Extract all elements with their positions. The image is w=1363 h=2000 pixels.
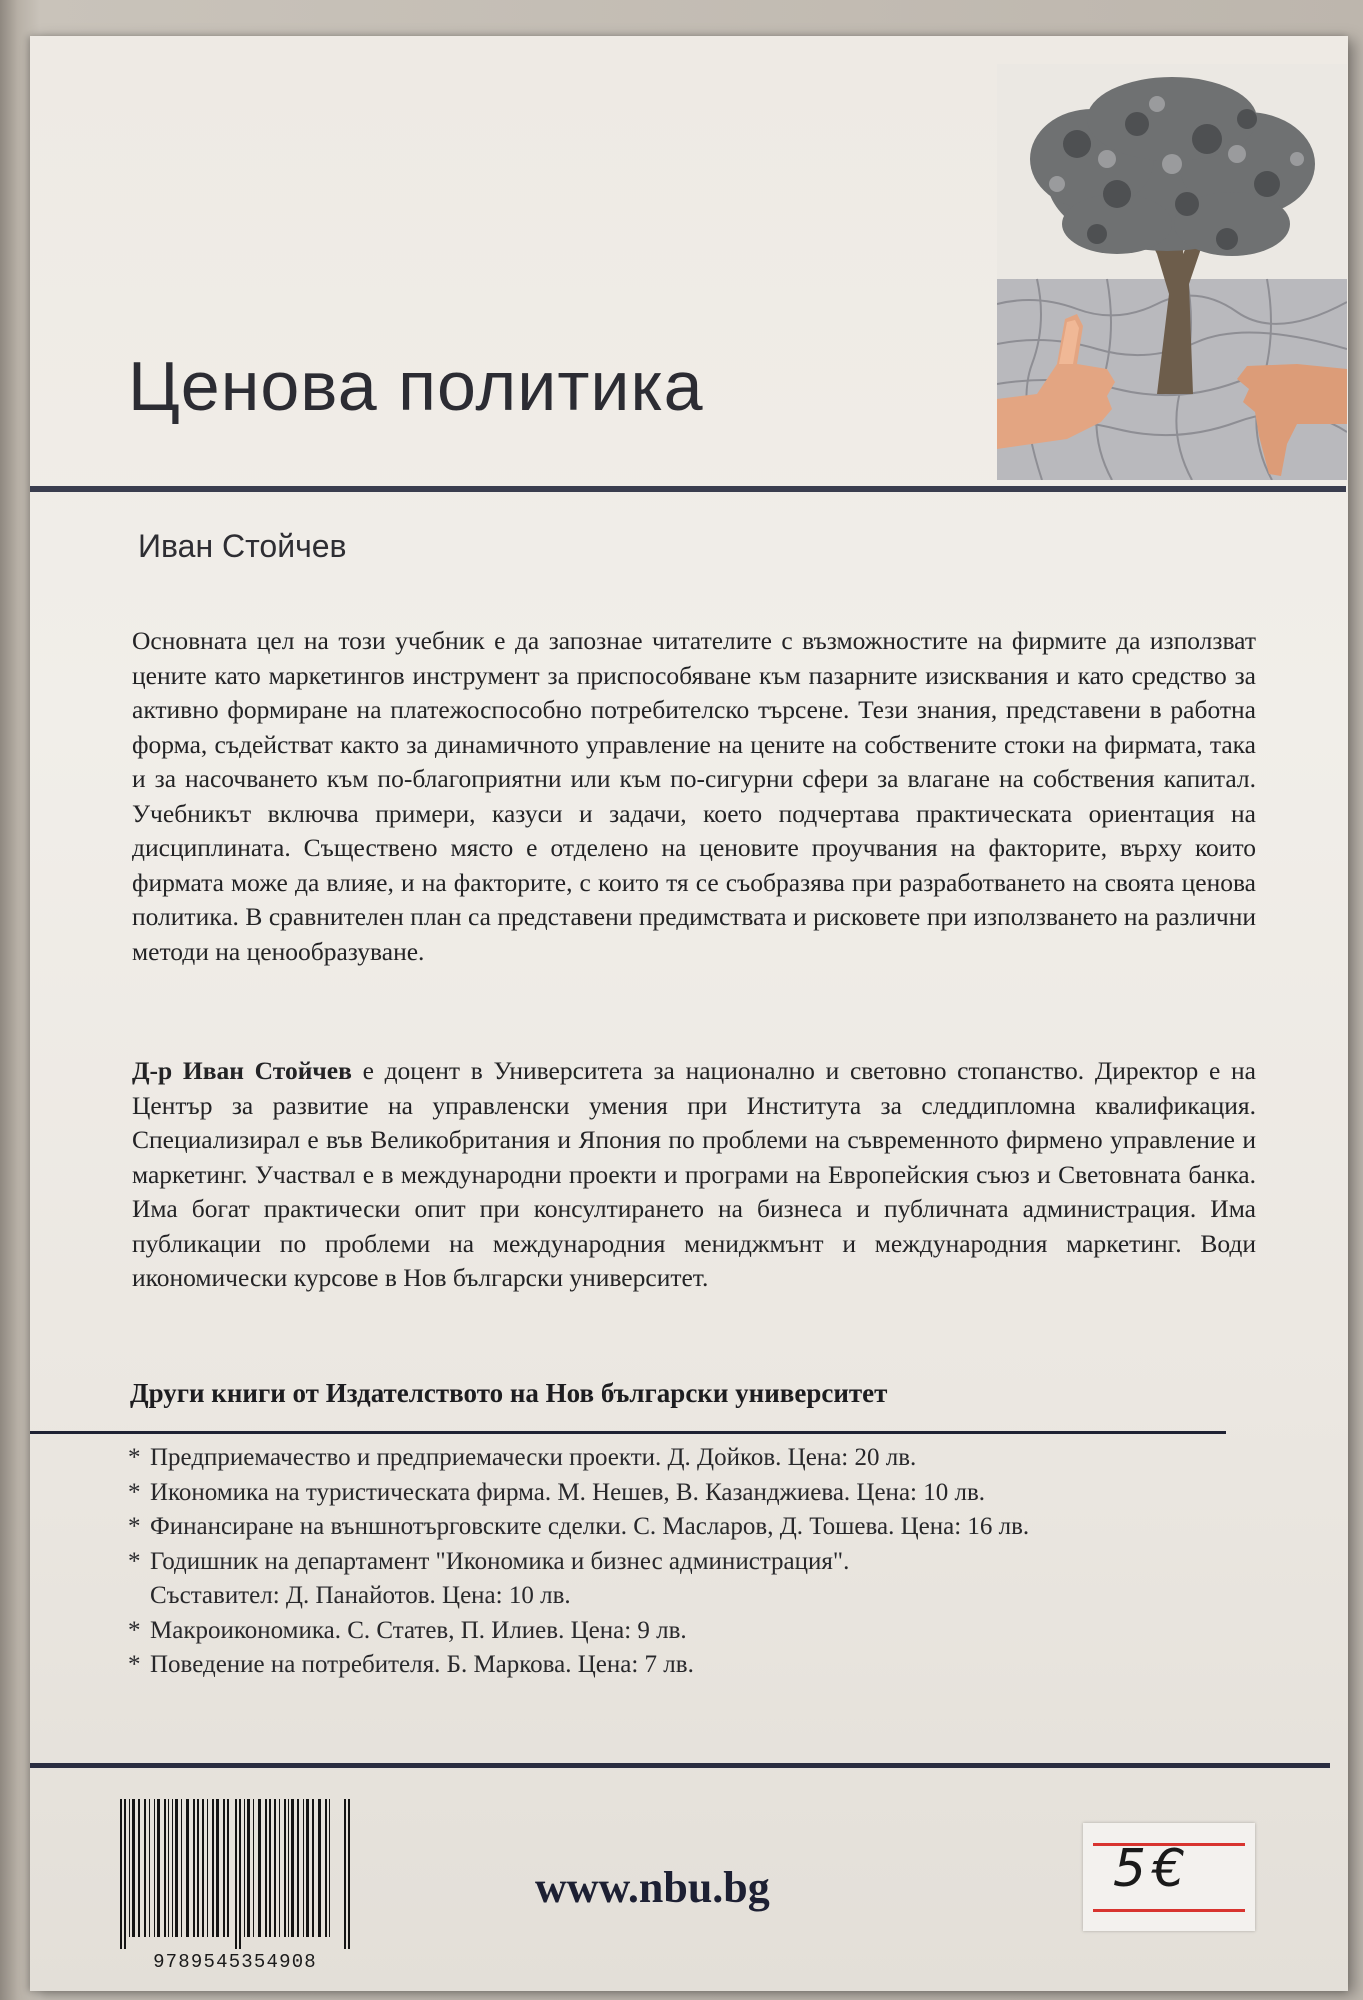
barcode-bar bbox=[197, 1799, 199, 1937]
barcode-bar bbox=[154, 1799, 155, 1937]
barcode-bar bbox=[175, 1799, 178, 1937]
barcode-bar bbox=[168, 1799, 169, 1937]
barcode-bar bbox=[138, 1799, 140, 1937]
barcode-bar bbox=[265, 1799, 267, 1937]
book-description: Основната цел на този учебник е да запознае читателите с възможностите на фирмите да използват цените като маркетингов инструмент за приспособяване към пазарните изисквания и като средство за активно формиране на платежоспособно потребителско търсене. Тези знания, представени в работна форма, съдействат както за динамичното управление на цените на собствените стоки на фирмата, така и за насочването към по-благоприятни или към по-сигурни сфери за влагане на собствения капитал. Учебникът включва примери, казуси и задачи, което подчертава практическата ориентация на дисциплината. Съществено място е отделено на ценовите проучвания на факторите, върху които фирмата може да влияе, и на факторите, с които тя се съобразява при разработването на своята ценова политика. В сравнителен план са представени предимствата и рисковете при използването на различни методи на ценообразуване. bbox=[132, 626, 1256, 966]
list-item: * Поведение на потребителя. Б. Маркова. Цена: 7 лв. bbox=[126, 1648, 1029, 1683]
barcode-bar bbox=[181, 1799, 182, 1937]
barcode-bar bbox=[172, 1799, 173, 1937]
author-name: Д-р Иван Стойчев bbox=[132, 1056, 352, 1085]
list-item-title: Годишник на департамент "Икономика и бизнес администрация". bbox=[150, 1547, 850, 1575]
barcode-bar bbox=[164, 1799, 166, 1937]
isbn-barcode bbox=[114, 1799, 356, 1977]
barcode-bar bbox=[244, 1799, 245, 1937]
barcode-bar bbox=[186, 1799, 189, 1937]
barcode-bar bbox=[202, 1799, 204, 1937]
barcode-bar bbox=[193, 1799, 195, 1937]
barcode-bar bbox=[124, 1799, 126, 1949]
barcode-bar bbox=[348, 1799, 350, 1949]
barcode-bar bbox=[258, 1799, 261, 1937]
barcode-bar bbox=[284, 1799, 286, 1937]
cover-photo-tree-puzzle bbox=[997, 64, 1347, 480]
sticker-price: 5€ bbox=[1113, 1839, 1192, 1899]
barcode-bar bbox=[279, 1799, 280, 1937]
footer-divider bbox=[30, 1763, 1330, 1768]
barcode-bar bbox=[239, 1799, 241, 1949]
list-item: * Макроикономика. С. Статев, П. Илиев. Цена: 9 лв. bbox=[126, 1614, 1029, 1649]
barcode-bar bbox=[227, 1799, 229, 1937]
barcode-bar bbox=[144, 1799, 146, 1937]
barcode-bar bbox=[269, 1799, 271, 1937]
other-books-heading: Други книги от Издателството на Нов български университет bbox=[130, 1378, 888, 1408]
other-books-list bbox=[126, 1441, 1029, 1683]
barcode-bar bbox=[247, 1799, 250, 1937]
author-biography-text: е доцент в Университета за национално и световно стопанство. Директор е на Център за развитие на управленски умения при Института за следдипломна квалификация. Специализирал е във Великобритания и Япония по проблеми на съвременното фирмено управление и маркетинг. Участвал е в международни проекти и програми на Европейския съюз и Световната банка. Има богат практически опит при консултирането на бизнеса и публичната администрация. Има публикации по проблеми на международния мениджмънт и международния маркетинг. Води икономически курсове в Нов български университет. bbox=[132, 1056, 1256, 1292]
barcode-bar bbox=[288, 1799, 289, 1937]
barcode-bar bbox=[253, 1799, 254, 1937]
barcode-bar bbox=[157, 1799, 160, 1937]
barcode-bar bbox=[318, 1799, 321, 1937]
barcode-bar bbox=[329, 1799, 330, 1937]
barcode-bar bbox=[207, 1799, 208, 1937]
book-title: Ценова политика bbox=[128, 347, 704, 425]
barcode-number: 9789545354908 bbox=[153, 1951, 317, 1973]
barcode-bar bbox=[120, 1799, 122, 1949]
barcode-bar bbox=[132, 1799, 135, 1937]
barcode-bar bbox=[223, 1799, 225, 1937]
barcode-bar bbox=[274, 1799, 276, 1937]
barcode-bar bbox=[303, 1799, 304, 1937]
barcode-bar bbox=[129, 1799, 130, 1937]
barcode-bars bbox=[114, 1799, 356, 1949]
barcode-bar bbox=[344, 1799, 346, 1949]
publisher-website: www.nbu.bg bbox=[535, 1863, 770, 1912]
barcode-bar bbox=[297, 1799, 299, 1937]
barcode-bar bbox=[312, 1799, 314, 1937]
book-back-cover bbox=[30, 36, 1348, 1991]
price-sticker bbox=[1083, 1823, 1255, 1931]
list-item: * Икономика на туристическата фирма. М. Нешев, В. Казанджиева. Цена: 10 лв. bbox=[126, 1476, 1029, 1511]
author-biography bbox=[132, 1054, 1256, 1296]
barcode-bar bbox=[291, 1799, 294, 1937]
list-item-continuation: Съставител: Д. Панайотов. Цена: 10 лв. bbox=[150, 1582, 571, 1609]
title-divider bbox=[30, 486, 1346, 492]
sticker-bottom-line bbox=[1093, 1909, 1245, 1912]
list-item: * Финансиране на външнотърговските сделки. С. Масларов, Д. Тошева. Цена: 16 лв. bbox=[126, 1510, 1029, 1545]
barcode-bar bbox=[306, 1799, 309, 1937]
barcode-bar bbox=[212, 1799, 214, 1937]
list-item: * Предприемачество и предприемачески проекти. Д. Дойков. Цена: 20 лв. bbox=[126, 1441, 1029, 1476]
barcode-bar bbox=[325, 1799, 327, 1937]
other-books-divider bbox=[30, 1431, 1226, 1434]
book-author: Иван Стойчев bbox=[138, 528, 347, 564]
list-item bbox=[126, 1545, 1029, 1614]
barcode-bar bbox=[216, 1799, 219, 1937]
barcode-bar bbox=[149, 1799, 150, 1937]
barcode-bar bbox=[235, 1799, 237, 1949]
